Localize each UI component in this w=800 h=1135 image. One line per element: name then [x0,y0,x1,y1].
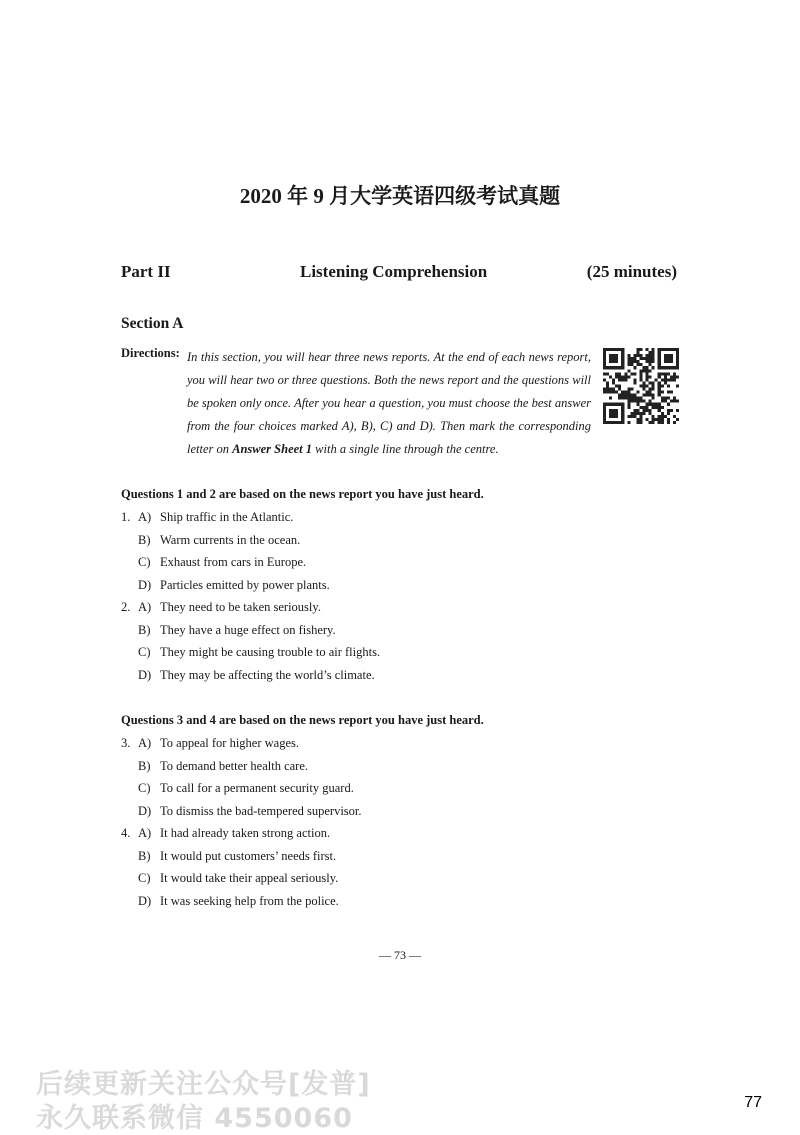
option-text: It was seeking help from the police. [160,893,339,908]
option-text: It would take their appeal seriously. [160,871,339,885]
option-text: They might be causing trouble to air flights. [160,645,381,659]
question-number: 2. [121,600,131,614]
option-letter: C) [138,871,151,885]
option-text: To demand better health care. [160,758,309,773]
question-group-heading: Questions 1 and 2 are based on the news report you have just heard. [121,487,484,501]
option-text: To dismiss the bad-tempered supervisor. [160,803,362,818]
option-letter: D) [138,577,152,592]
option-letter: C) [138,781,151,795]
option-letter: A) [138,600,152,614]
option-letter: A) [138,826,152,840]
option-letter: C) [138,555,151,569]
part-header [121,262,677,284]
page-number: — 73 — [379,948,421,962]
question-number: 1. [121,510,131,524]
page-title: 2020 年 9 月大学英语四级考试真题 [239,184,561,208]
part-name: Listening Comprehension [300,262,488,281]
option-text: They may be affecting the world’s climate. [160,667,375,682]
watermark-line-1: 后续更新关注公众号[发普] [36,1069,371,1100]
question-number: 4. [121,826,131,840]
option-text: To call for a permanent security guard. [160,781,354,795]
option-text: They have a huge effect on fishery. [160,622,336,637]
option-text: To appeal for higher wages. [160,736,300,750]
option-letter: D) [138,803,152,818]
part-time: (25 minutes) [586,262,677,281]
option-letter: D) [138,893,152,908]
option-letter: C) [138,645,151,659]
option-letter: B) [138,848,151,863]
option-text: They need to be taken seriously. [160,600,321,614]
option-text: It would put customers’ needs first. [160,848,337,863]
directions-heading: Directions: [121,346,180,360]
directions-text-before: In this section, you will hear three news reports. At the end of each news report, you will hear two or three questions. Both the news report and the questions will be spoken only once. After you hear a question, you must choose the best answer from the four choices marked A), B), C) and D). Then mark the corresponding letter on [187,350,591,456]
qr-code-icon [603,348,679,424]
directions-text [187,346,591,461]
option-text: It had already taken strong action. [160,826,331,840]
question-number: 3. [121,736,131,750]
option-letter: D) [138,667,152,682]
option-letter: A) [138,510,152,524]
directions-text-after: with a single line through the centre. [312,442,499,456]
watermark-line-2: 永久联系微信 4550060 [36,1103,353,1134]
answer-sheet-label: Answer Sheet 1 [232,442,313,456]
option-letter: B) [138,622,151,637]
part-label: Part II [121,262,171,281]
option-text: Ship traffic in the Atlantic. [160,510,294,524]
section-label: Section A [121,315,184,332]
option-letter: A) [138,736,152,750]
option-letter: B) [138,532,151,547]
option-letter: B) [138,758,151,773]
option-text: Warm currents in the ocean. [160,532,301,547]
question-group-heading: Questions 3 and 4 are based on the news report you have just heard. [121,713,484,727]
corner-page-number: 77 [744,1094,762,1111]
option-text: Particles emitted by power plants. [160,577,330,592]
option-text: Exhaust from cars in Europe. [160,555,307,569]
